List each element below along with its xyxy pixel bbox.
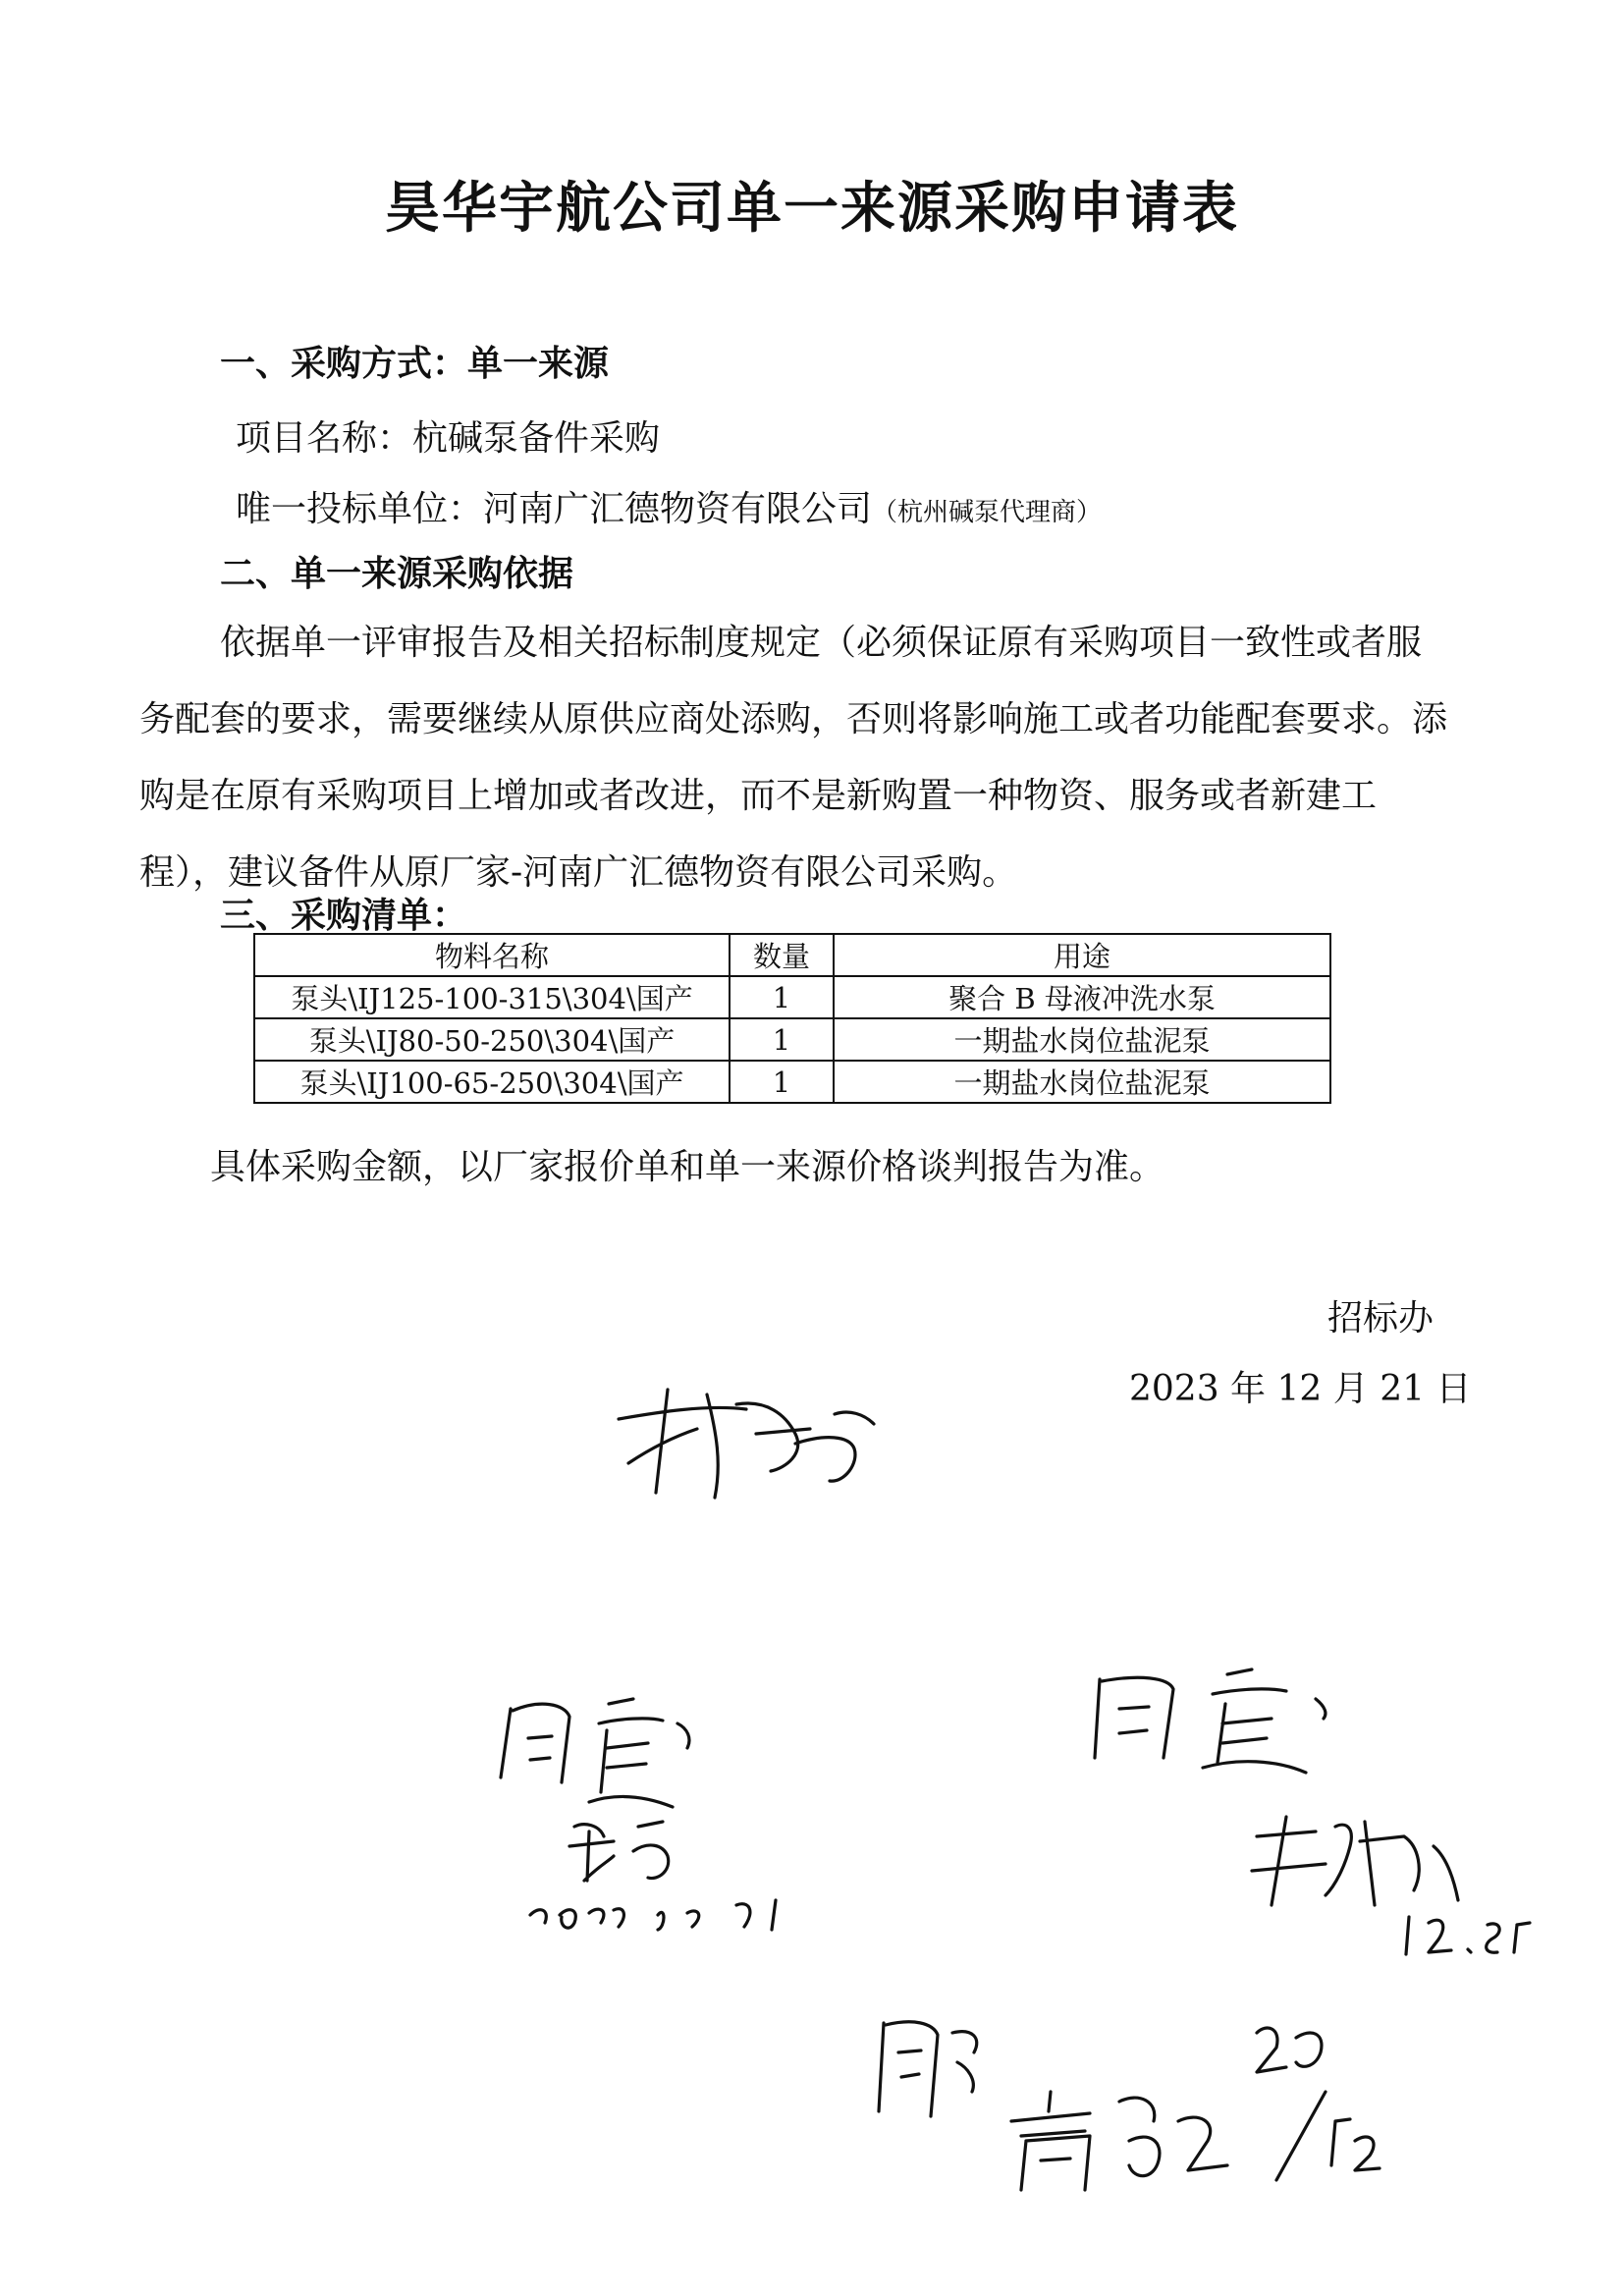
issue-date: 2023 年 12 月 21 日 xyxy=(1129,1369,1472,1409)
table-header-row xyxy=(254,934,1330,976)
signature-bottom xyxy=(864,1994,1434,2210)
project-name-label: 项目名称： xyxy=(236,418,413,459)
header-quantity: 数量 xyxy=(730,934,834,976)
project-name-line xyxy=(236,410,660,461)
amount-note: 具体采购金额，以厂家报价单和单一来源价格谈判报告为准。 xyxy=(210,1147,1165,1187)
table-row xyxy=(254,976,1330,1018)
cell-material-name: 泵头\IJ100-65-250\304\国产 xyxy=(254,1061,730,1103)
cell-quantity: 1 xyxy=(730,976,834,1018)
bidder-note: （杭州碱泵代理商） xyxy=(872,498,1103,527)
header-material-name: 物料名称 xyxy=(254,934,730,976)
bidder-label: 唯一投标单位： xyxy=(236,489,484,529)
cell-usage: 聚合 B 母液冲洗水泵 xyxy=(834,976,1330,1018)
bidder-value: 河南广汇德物资有限公司 xyxy=(483,489,873,529)
cell-material-name: 泵头\IJ80-50-250\304\国产 xyxy=(254,1018,730,1061)
bidder-line xyxy=(236,481,1102,531)
section2-heading: 二、单一来源采购依据 xyxy=(220,554,574,594)
cell-quantity: 1 xyxy=(730,1018,834,1061)
issuing-department: 招标办 xyxy=(1327,1298,1435,1339)
signature-top xyxy=(599,1375,893,1512)
table-row xyxy=(254,1061,1330,1103)
section2-body: 依据单一评审报告及相关招标制度规定（必须保证原有采购项目一致性或者服务配套的要求，需要继续从原供应商处添购，否则将影响施工或者功能配套要求。添购是在原有采购项目上增加或者改进，而不是新购置一种物资、服务或者新建工程），建议备件从原厂家-河南广汇德物资有限公司采购。 xyxy=(139,623,1448,893)
project-name-value: 杭碱泵备件采购 xyxy=(412,418,661,459)
section1-heading: 一、采购方式：单一来源 xyxy=(220,344,610,384)
cell-quantity: 1 xyxy=(730,1061,834,1103)
table-row xyxy=(254,1018,1330,1061)
signature-right-date xyxy=(1394,1905,1542,1964)
cell-usage: 一期盐水岗位盐泥泵 xyxy=(834,1018,1330,1061)
section3-heading: 三、采购清单： xyxy=(220,896,468,936)
purchase-list-table xyxy=(253,933,1331,1104)
signature-right xyxy=(1080,1650,1492,1944)
cell-usage: 一期盐水岗位盐泥泵 xyxy=(834,1061,1330,1103)
header-usage: 用途 xyxy=(834,934,1330,976)
signature-left xyxy=(491,1669,844,1935)
cell-material-name: 泵头\IJ125-100-315\304\国产 xyxy=(254,976,730,1018)
document-title: 昊华宇航公司单一来源采购申请表 xyxy=(385,177,1239,241)
